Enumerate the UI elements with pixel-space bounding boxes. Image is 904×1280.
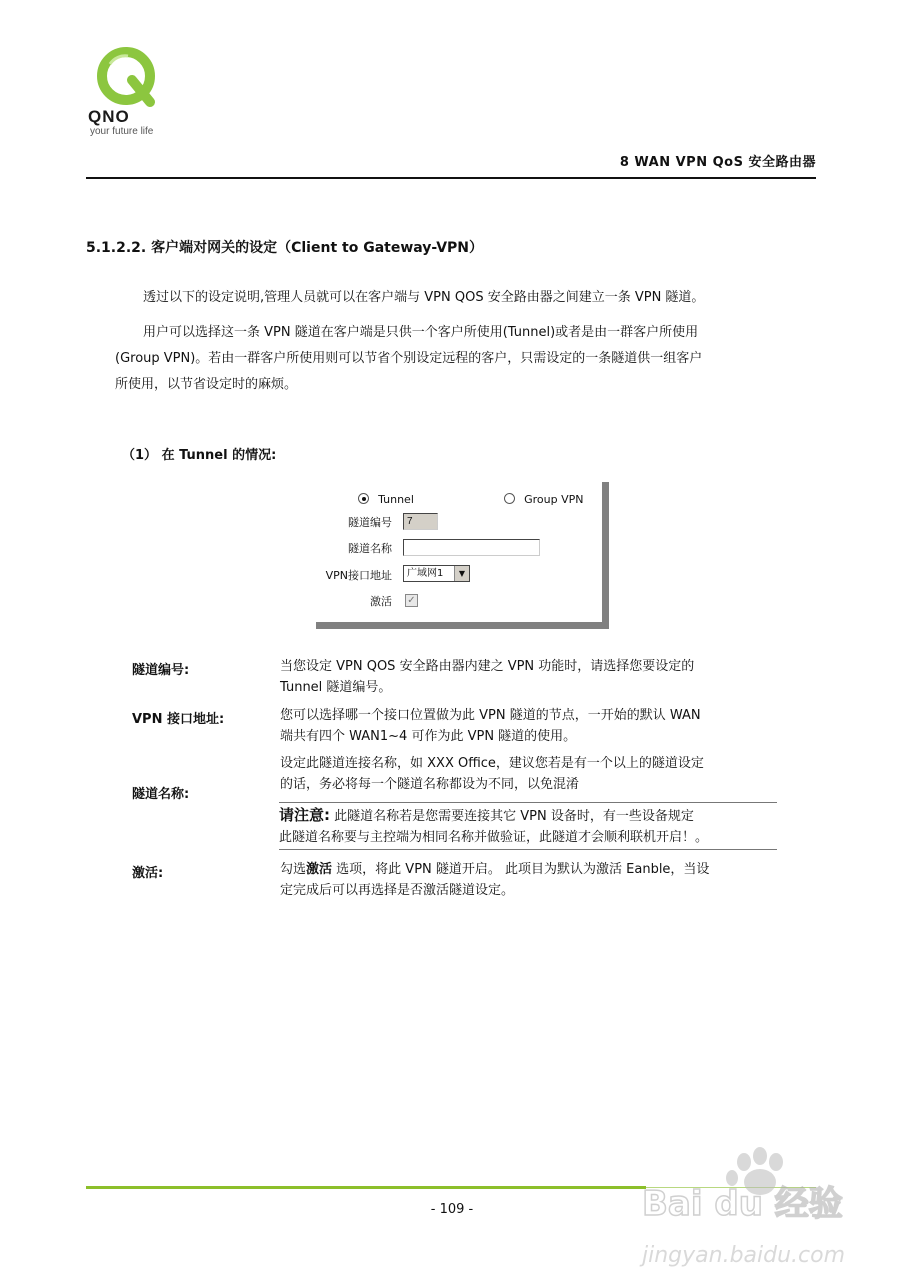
- note-box: [279, 802, 777, 850]
- radio-tunnel-label: Tunnel: [378, 493, 414, 506]
- baidu-watermark: [632, 1140, 882, 1275]
- desc-tunnel-no: [280, 656, 780, 698]
- vpn-interface-label: VPN接口地址: [325, 569, 392, 582]
- section-heading: 5.1.2.2. 客户端对网关的设定（Client to Gateway-VPN）: [86, 240, 484, 256]
- radio-group-vpn-label: Group VPN: [524, 493, 584, 506]
- logo-tagline: your future life: [90, 126, 154, 137]
- note-label: 请注意:: [279, 806, 330, 824]
- header-divider: [86, 177, 816, 179]
- desc-line: 设定此隧道连接名称，如 XXX Office，建议您若是有一个以上的隧道设定: [280, 756, 704, 771]
- term-tunnel-name: 隧道名称:: [132, 787, 190, 802]
- note-line-1: 此隧道名称若是您需要连接其它 VPN 设备时，有一些设备规定: [334, 809, 694, 824]
- dropdown-arrow-icon[interactable]: ▼: [454, 566, 469, 581]
- logo-wordmark: QNO: [88, 107, 130, 126]
- desc-enable: [280, 859, 780, 901]
- tunnel-name-label: 隧道名称: [348, 542, 392, 555]
- description-line-2: (Group VPN)。若由一群客户所使用则可以节省个别设定远程的客户，只需设定的一条隧道供一组客户: [115, 351, 703, 366]
- tunnel-name-input[interactable]: [403, 539, 540, 556]
- desc-line: 定完成后可以再选择是否激活隧道设定。: [280, 883, 515, 898]
- document-header-title: 8 WAN VPN QoS 安全路由器: [619, 155, 816, 170]
- description-paragraph: [115, 320, 795, 398]
- footer-divider: [86, 1186, 646, 1189]
- desc-line: 您可以选择哪一个接口位置做为此 VPN 隧道的节点，一开始的默认 WAN: [280, 708, 701, 723]
- intro-paragraph: [115, 285, 795, 311]
- enable-checkbox[interactable]: ✓: [405, 594, 418, 607]
- desc-line: 当您设定 VPN QOS 安全路由器内建之 VPN 功能时，请选择您要设定的: [280, 659, 695, 674]
- desc-text: 选项，将此 VPN 隧道开启。 此项目为默认为激活 Eanble，当设: [332, 862, 710, 877]
- vpn-interface-select[interactable]: [403, 565, 470, 582]
- term-vpn-interface: VPN 接口地址:: [132, 712, 225, 727]
- term-enable: 激活:: [132, 866, 164, 881]
- tunnel-no-label: 隧道编号: [348, 516, 392, 529]
- desc-emphasis: 激活: [306, 862, 333, 877]
- radio-unselected-icon[interactable]: [504, 493, 515, 504]
- vpn-interface-value: 广域网1: [407, 568, 444, 579]
- case-heading: （1） 在 Tunnel 的情况:: [122, 448, 277, 463]
- radio-tunnel-option[interactable]: [358, 488, 414, 507]
- description-line-3: 所使用，以节省设定时的麻烦。: [115, 377, 298, 392]
- tunnel-no-field: 7: [403, 513, 438, 530]
- radio-selected-icon[interactable]: [358, 493, 369, 504]
- desc-vpn-interface: [280, 705, 780, 747]
- page-number: - 109 -: [430, 1202, 474, 1217]
- desc-line: 端共有四个 WAN1~4 可作为此 VPN 隧道的使用。: [280, 729, 577, 744]
- desc-text: 勾选: [280, 862, 307, 877]
- desc-line: 的话，务必将每一个隧道名称都设为不同，以免混淆: [280, 777, 580, 792]
- desc-tunnel-name: [280, 753, 780, 795]
- desc-line: Tunnel 隧道编号。: [280, 680, 392, 695]
- term-tunnel-no: 隧道编号:: [132, 663, 190, 678]
- radio-group-vpn-option[interactable]: [504, 488, 583, 507]
- description-line-1: 用户可以选择这一条 VPN 隧道在客户端是只供一个客户所使用(Tunnel)或者是由一群客户所使用: [143, 325, 699, 340]
- tunnel-settings-form: [316, 482, 609, 629]
- watermark-brand: Bai du 经验: [642, 1184, 843, 1224]
- enable-label: 激活: [370, 595, 392, 608]
- intro-line: 透过以下的设定说明,管理人员就可以在客户端与 VPN QOS 安全路由器之间建立一条 VPN 隧道。: [143, 290, 705, 305]
- watermark-url: jingyan.baidu.com: [642, 1243, 846, 1268]
- note-line-2: 此隧道名称要与主控端为相同名称并做验证，此隧道才会顺利联机开启！。: [279, 830, 709, 845]
